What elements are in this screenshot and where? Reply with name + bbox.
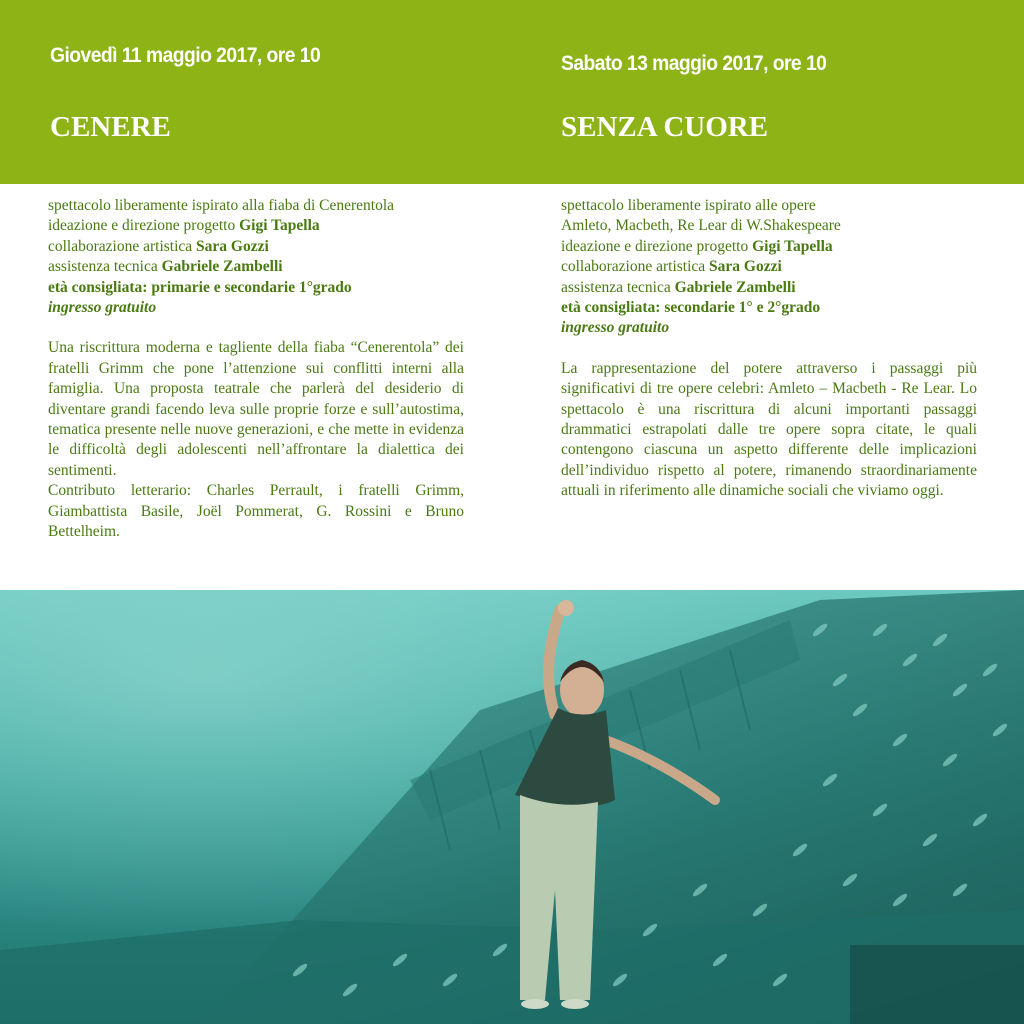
header-band [0,0,1024,184]
right-subtitle-1: spettacolo liberamente ispirato alle opere [561,197,816,214]
wreck-crate [850,945,1024,1024]
left-date: Giovedì 11 maggio 2017, ore 10 [50,44,321,67]
underwater-photo [0,590,1024,1024]
left-description: Una riscrittura moderna e tagliente della fiaba “Cenerentola” dei fratelli Grimm che pone l’attenzione sui conflitti interni alla famiglia. Una proposta teatrale che parlerà del desiderio di diventare grandi facendo leva sulle proprie forze e sull’autostima, tematica presente nelle nuove generazioni, e che mette in evidenza le difficoltà degli adolescenti nell’affrontare la dialettica dei sentimenti. [48,339,464,479]
left-ideazione: ideazione e direzione progetto Gigi Tapella [48,217,320,235]
right-date: Sabato 13 maggio 2017, ore 10 [561,52,827,75]
right-ingresso: ingresso gratuito [561,319,670,337]
right-column [561,196,977,502]
underwater-photo-illustration [0,590,1024,1024]
right-eta: età consigliata: secondarie 1° e 2°grado [561,299,821,317]
left-contributo: Contributo letterario: Charles Perrault, i fratelli Grimm, Giambattista Basile, Joël Pommerat, G. Rossini e Bruno Bettelheim. [48,482,464,541]
right-collaborazione: collaborazione artistica Sara Gozzi [561,258,782,276]
left-collaborazione: collaborazione artistica Sara Gozzi [48,237,269,255]
left-column [48,196,464,543]
left-subtitle: spettacolo liberamente ispirato alla fiaba di Cenerentola [48,197,395,214]
left-eta: età consigliata: primarie e secondarie 1°grado [48,278,352,296]
right-assistenza: assistenza tecnica Gabriele Zambelli [561,278,796,296]
right-subtitle-2: Amleto, Macbeth, Re Lear di W.Shakespeare [561,217,841,235]
left-ingresso: ingresso gratuito [48,299,157,317]
right-description: La rappresentazione del potere attraverso i passaggi più significativi di tre opere celebri: Amleto – Macbeth - Re Lear. Lo spettacolo è una riscrittura di alcuni importanti passaggi drammatici estrapolati dalle tre opere sopra citate, le quali contengono ciascuna un aspetto differente delle implicazioni dell’individuo rispetto al potere, rimanendo straordinariamente attuali in riferimento alle dinamiche sociali che viviamo oggi. [561,359,977,500]
left-title: CENERE [50,111,171,143]
right-title: SENZA CUORE [561,111,769,143]
left-assistenza: assistenza tecnica Gabriele Zambelli [48,258,283,276]
right-ideazione: ideazione e direzione progetto Gigi Tapella [561,237,833,255]
